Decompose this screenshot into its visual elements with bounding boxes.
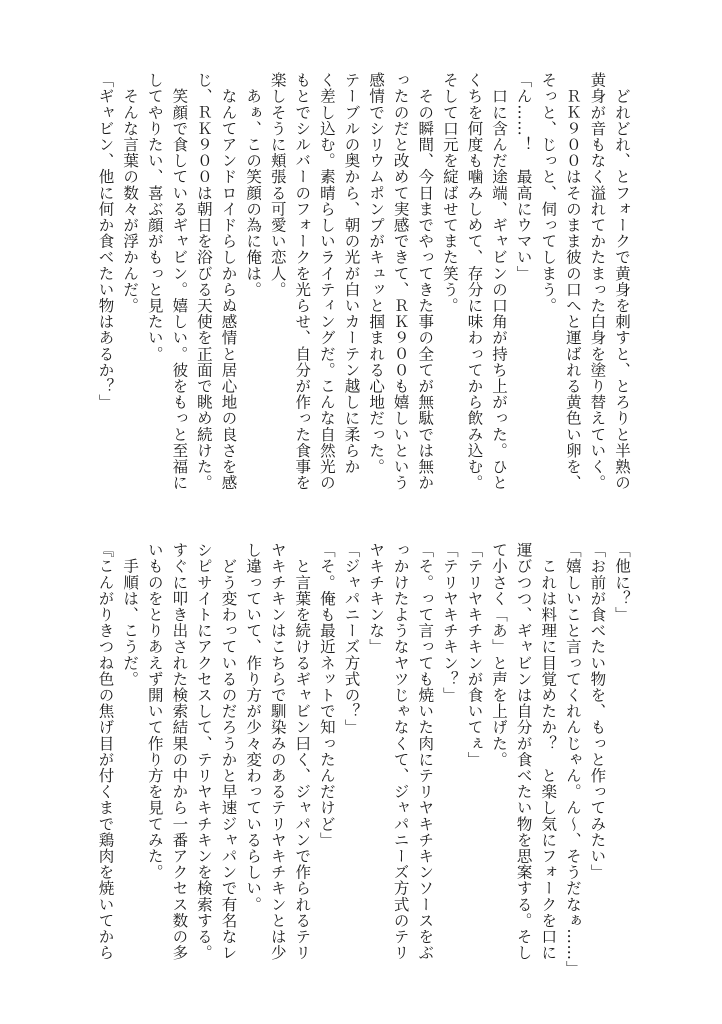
text-line: 「ギャビン、他に何か食べたい物はあるか？」 (96, 72, 115, 411)
text-line: 感情でシリウムポンプがキュッと掴まれる心地だった。 (367, 72, 386, 475)
text-line: 運びつつ、ギャビンは自分が食べたい物を思案する。そし (514, 542, 533, 961)
upper-text-block (93, 72, 634, 512)
text-line: ヤキチキンはこちらで馴染みのあるテリヤキチキンとは少 (268, 542, 287, 961)
text-line: もとでシルバーのフォークを光らせ、自分が作った食事を (293, 72, 312, 491)
text-line: ったのだと改めて実感できて、ＲＫ９００も嬉しいという (391, 72, 410, 491)
text-line: なんてアンドロイドらしからぬ感情と居心地の良さを感 (219, 72, 238, 491)
text-line: これは料理に目覚めたか？ と楽し気にフォークを口に (539, 542, 558, 961)
text-line: 「テリヤキチキン？」 (440, 542, 459, 703)
text-line: 「嬉しいこと言ってくれんじゃん。ん〜、そうだなぁ……」 (563, 542, 582, 977)
text-line: て小さく「あ」と声を上げた。 (490, 542, 509, 768)
text-line: テーブルの奥から、朝の光が白いカーテン越しに柔らか (342, 72, 361, 475)
text-line: と言葉を続けるギャビン曰く、ジャパンで作られるテリ (293, 542, 312, 961)
text-line: そして口元を綻ばせてまた笑う。 (440, 72, 459, 314)
text-line: 「他に？」 (613, 542, 631, 623)
text-line: っかけたようなヤツじゃなくて、ジャパニーズ方式のテリ (391, 542, 410, 961)
text-line: 「ん……！ 最高にウマい」 (514, 72, 533, 282)
text-line: ＲＫ９００はそのまま彼の口へと運ばれる黄色い卵を、 (563, 72, 582, 491)
text-line: シピサイトにアクセスして、テリヤキチキンを検索する。 (194, 542, 213, 961)
text-line: 手順は、こうだ。 (121, 542, 140, 687)
text-line: じ、ＲＫ９００は朝日を浴びる天使を正面で眺め続けた。 (194, 72, 213, 491)
text-line: そんな言葉の数々が浮かんだ。 (121, 72, 140, 314)
text-line: そっと、じっと、伺ってしまう。 (539, 72, 558, 314)
text-line: いものをとりあえず開いて作り方を見てみた。 (145, 542, 164, 881)
text-line: し違っていて、作り方が少々変わっているらしい。 (244, 542, 263, 913)
text-line: してやりたい、喜ぶ顔がもっと見たい。 (145, 72, 164, 362)
text-line: ヤキチキンな」 (367, 542, 386, 655)
text-line: 「お前が食べたい物を、もっと作ってみたい」 (588, 542, 607, 881)
text-line: 「ジャパニーズ方式の？」 (342, 542, 361, 736)
text-line: その瞬間、今日までやってきた事の全てが無駄では無か (416, 72, 435, 491)
text-line: 笑顔で食しているギャビン。嬉しい。彼をもっと至福に (170, 72, 189, 491)
text-line: どう変わっているのだろうかと早速ジャパンで有名なレ (219, 542, 238, 961)
text-line: あぁ、この笑顔の為に俺は。 (244, 72, 263, 298)
text-line: 楽しそうに頬張る可愛い恋人。 (268, 72, 287, 298)
text-line: く差し込む。素晴らしいライティングだ。こんな自然光の (317, 72, 336, 491)
text-line: 「そ。俺も最近ネットで知ったんだけど」 (317, 542, 336, 848)
text-line: すぐに叩き出された検索結果の中から一番アクセス数の多 (170, 542, 189, 961)
text-line: 黄身が音もなく溢れてかたまった白身を塗り替えていく。 (588, 72, 607, 491)
text-line: 口に含んだ途端、ギャビンの口角が持ち上がった。ひと (490, 72, 509, 491)
text-line: どれどれ、とフォークで黄身を刺すと、とろりと半熟の (613, 72, 631, 491)
text-line: 「テリヤキチキンが食いてぇ」 (465, 542, 484, 768)
text-line: くちを何度も噛みしめて、存分に味わってから飲み込む。 (465, 72, 484, 491)
lower-text-block (93, 542, 634, 982)
text-line: 『こんがりきつね色の焦げ目が付くまで鶏肉を焼いてから (96, 542, 115, 961)
text-line: 「そ。って言っても焼いた肉にテリヤキチキンソースをぶ (416, 542, 435, 961)
